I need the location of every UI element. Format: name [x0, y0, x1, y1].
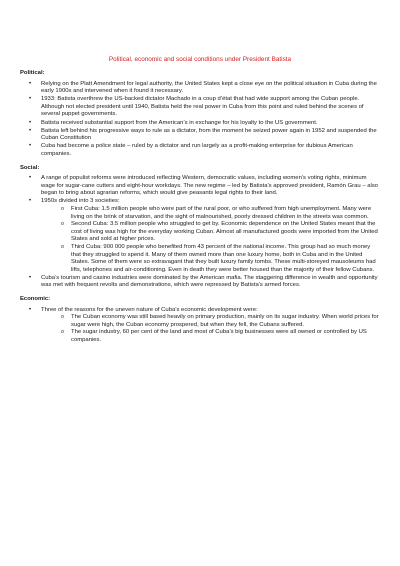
political-section — [20, 70, 380, 159]
sub-list-item: o Second Cuba: 3.5 million people who struggled to get by. Economic dependence on the United States meant that the cost of living was high for the everyday working Cuban. Almost all manufactured goods were imported from the United States and sold at higher prices. — [41, 221, 380, 244]
list-item: • A range of populist reforms were introduced reflecting Western, democratic values, including women’s voting rights, minimum wage for sugar-cane cutters and eight-hour workdays. The new regime – led by Batista’s approved president, Ramón Grau – also began to bring about agrarian reforms, which would give peasants legal rights to their land. — [20, 175, 380, 198]
sub-list-item: o The Cuban economy was still based heavily on primary production, mainly on its sugar industry. When world prices for sugar were high, the Cuban economy prospered, but when they fell, the Cubans suffered. — [41, 314, 380, 329]
economic-heading: Economic: — [20, 296, 51, 303]
societies-intro: 1950s divided into 3 societies: — [41, 198, 120, 205]
list-item: • Batista left behind his progressive ways to rule as a dictator, from the moment he seized power again in 1952 and suspended the Cuban Constitution — [20, 128, 380, 143]
document-body — [20, 70, 380, 351]
social-section — [20, 165, 380, 291]
political-list — [20, 81, 380, 159]
list-item — [20, 198, 380, 274]
reasons-list — [41, 314, 380, 344]
economic-section — [20, 296, 380, 345]
sub-list-item: o First Cuba: 1.5 million people who were part of the rural poor, or who suffered from high unemployment. Many were living on the brink of starvation, and the sight of malnourished, poorly dressed children in the streets was common. — [41, 206, 380, 221]
list-item: • Cuba had become a police state – ruled by a dictator and run largely as a profit-making enterprise for dubious American companies. — [20, 143, 380, 158]
document-title: Political, economic and social conditions under President Batista — [108, 56, 292, 63]
societies-list — [41, 206, 380, 274]
economic-list — [20, 307, 380, 345]
list-item: • 1933: Batista overthrew the US-backed dictator Machado in a coup d’état that had wide support among the Cuban people. Although not elected president until 1940, Batista held the real power in Cuba from this point and ruled behind the scenes of several puppet governments. — [20, 96, 380, 119]
social-heading: Social: — [20, 164, 40, 171]
list-item — [20, 307, 380, 345]
sub-list-item: o The sugar industry, 60 per cent of the land and most of Cuba’s big businesses were all owned or controlled by US companies. — [41, 329, 380, 344]
sub-list-item: o Third Cuba: 900 000 people who benefited from 43 percent of the national income. This group had so much money that they struggled to spend it. Many of them owned more than one luxury home, both in Cuba and in the United States. Some of them were so extravagant that they built luxury family tombs. These multi-storeyed mausoleums had lifts, telephones and air-conditioning. Even in death they were better housed than the majority of their fellow Cubans. — [41, 244, 380, 274]
political-heading: Political: — [20, 70, 45, 76]
list-item: • Relying on the Platt Amendment for legal authority, the United States kept a close eye on the political situation in Cuba during the early 1900s and intervened when it found it necessary. — [20, 81, 380, 96]
list-item: • Cuba’s tourism and casino industries were dominated by the American mafia. The staggering difference in wealth and opportunity was met with frequent revolts and demonstrations, which were repressed by Batista’s armed forces. — [20, 275, 380, 290]
social-list — [20, 175, 380, 290]
reasons-intro: Three of the reasons for the uneven nature of Cuba’s economic development were: — [41, 306, 258, 313]
list-item: • Batista received substantial support from the American’s in exchange for his loyalty to the US government. — [20, 120, 380, 128]
